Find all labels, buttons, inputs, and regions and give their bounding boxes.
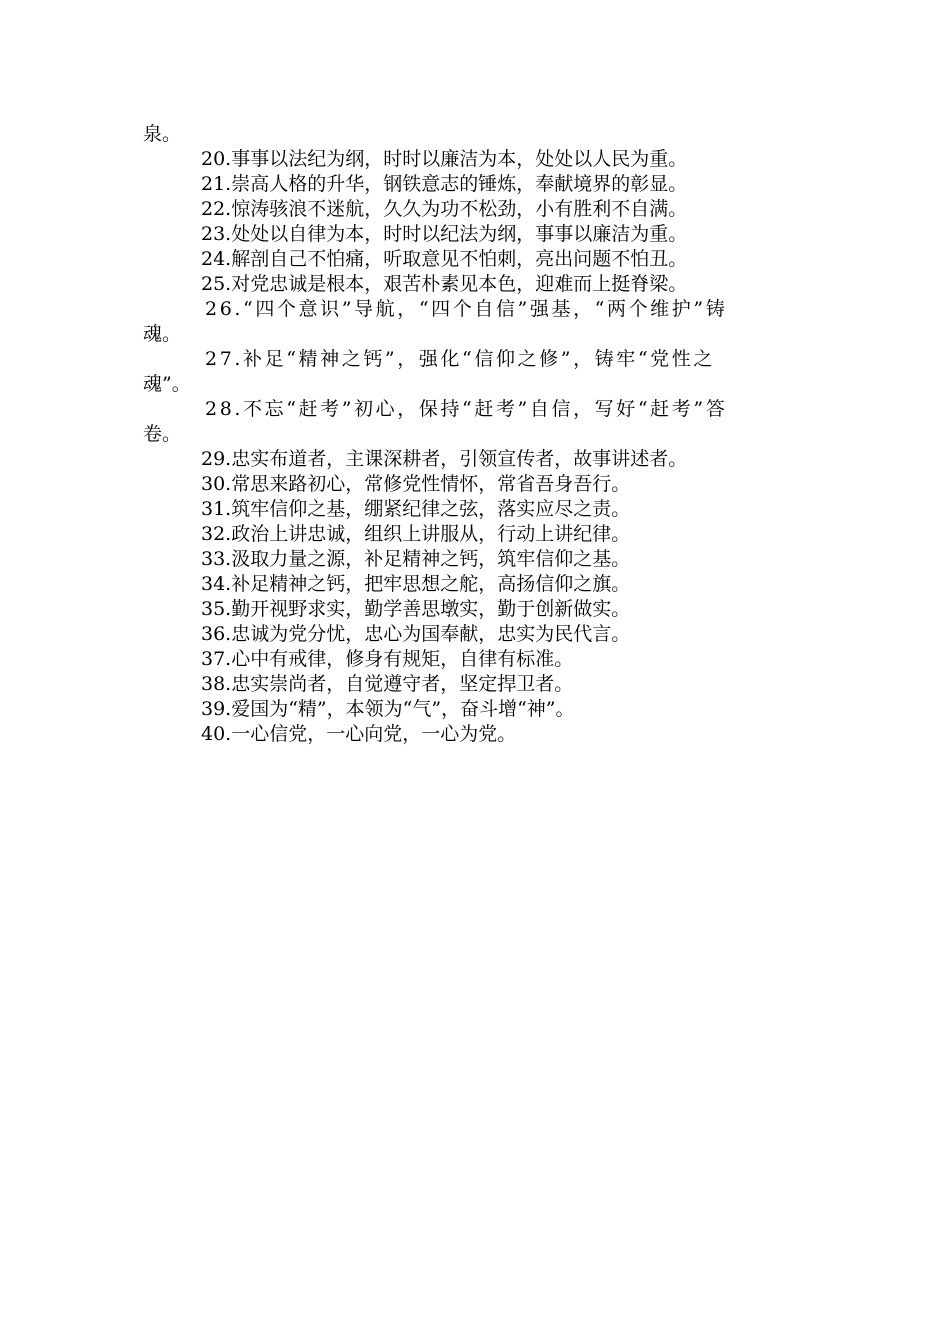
list-item-text: 35.勤开视野求实，勤学善思墩实，勤于创新做实。 (201, 598, 631, 620)
list-item-text: 22.惊涛骇浪不迷航，久久为功不松劲，小有胜利不自满。 (201, 198, 688, 220)
list-item-text: 24.解剖自己不怕痛，听取意见不怕刺，亮出问题不怕丑。 (201, 248, 688, 270)
list-item-text: 36.忠诚为党分忧，忠心为国奉献，忠实为民代言。 (201, 623, 631, 645)
list-item-text: 23.处处以自律为本，时时以纪法为纲，事事以廉洁为重。 (201, 223, 688, 245)
list-item (143, 147, 808, 172)
list-item-text: 25.对党忠诚是根本，艰苦朴素见本色，迎难而上挺脊梁。 (201, 273, 688, 295)
list-item (143, 497, 808, 522)
list-item-text: 27.补足“精神之钙”，强化“信仰之修”，铸牢“党性之 (205, 348, 715, 370)
list-item (143, 647, 808, 672)
list-item-text: 33.汲取力量之源，补足精神之钙，筑牢信仰之基。 (201, 548, 631, 570)
list-item (143, 572, 808, 597)
list-item (143, 347, 808, 397)
list-item (143, 722, 808, 747)
carryover-line: 泉。 (143, 123, 182, 145)
list-item-continuation: 卷。 (143, 423, 182, 445)
list-item-text: 40.一心信党，一心向党，一心为党。 (201, 723, 517, 745)
list-item (143, 197, 808, 222)
document-body (143, 122, 808, 747)
list-item-continuation: 魂。 (143, 323, 182, 345)
list-item-text: 39.爱国为“精”，本领为“气”，奋斗增“神”。 (201, 698, 575, 720)
list-item (143, 522, 808, 547)
list-item (143, 597, 808, 622)
list-item-text: 20.事事以法纪为纲，时时以廉洁为本，处处以人民为重。 (201, 148, 688, 170)
list-item-text: 38.忠实崇尚者，自觉遵守者，坚定捍卫者。 (201, 673, 574, 695)
list-item-text: 21.崇高人格的升华，钢铁意志的锤炼，奉献境界的彰显。 (201, 173, 688, 195)
list-item-text: 30.常思来路初心，常修党性情怀，常省吾身吾行。 (201, 473, 631, 495)
list-item-text: 31.筑牢信仰之基，绷紧纪律之弦，落实应尽之责。 (201, 498, 631, 520)
list-item (143, 272, 808, 297)
list-item-text: 26.“四个意识”导航，“四个自信”强基，“两个维护”铸 (205, 298, 728, 320)
list-item (143, 697, 808, 722)
list-item-text: 32.政治上讲忠诚，组织上讲服从，行动上讲纪律。 (201, 523, 631, 545)
list-item-text: 29.忠实布道者，主课深耕者，引领宣传者，故事讲述者。 (201, 448, 688, 470)
list-item (143, 247, 808, 272)
list-item (143, 297, 808, 347)
list-item (143, 622, 808, 647)
list-item (143, 222, 808, 247)
list-item-text: 37.心中有戒律，修身有规矩，自律有标准。 (201, 648, 574, 670)
list-item (143, 447, 808, 472)
list-item-text: 34.补足精神之钙，把牢思想之舵，高扬信仰之旗。 (201, 573, 631, 595)
numbered-list (143, 147, 808, 747)
list-item (143, 547, 808, 572)
list-item-text: 28.不忘“赶考”初心，保持“赶考”自信，写好“赶考”答 (205, 398, 728, 420)
list-item-continuation: 魂”。 (143, 373, 191, 395)
list-item (143, 672, 808, 697)
list-item (143, 172, 808, 197)
list-item (143, 397, 808, 447)
list-item (143, 472, 808, 497)
